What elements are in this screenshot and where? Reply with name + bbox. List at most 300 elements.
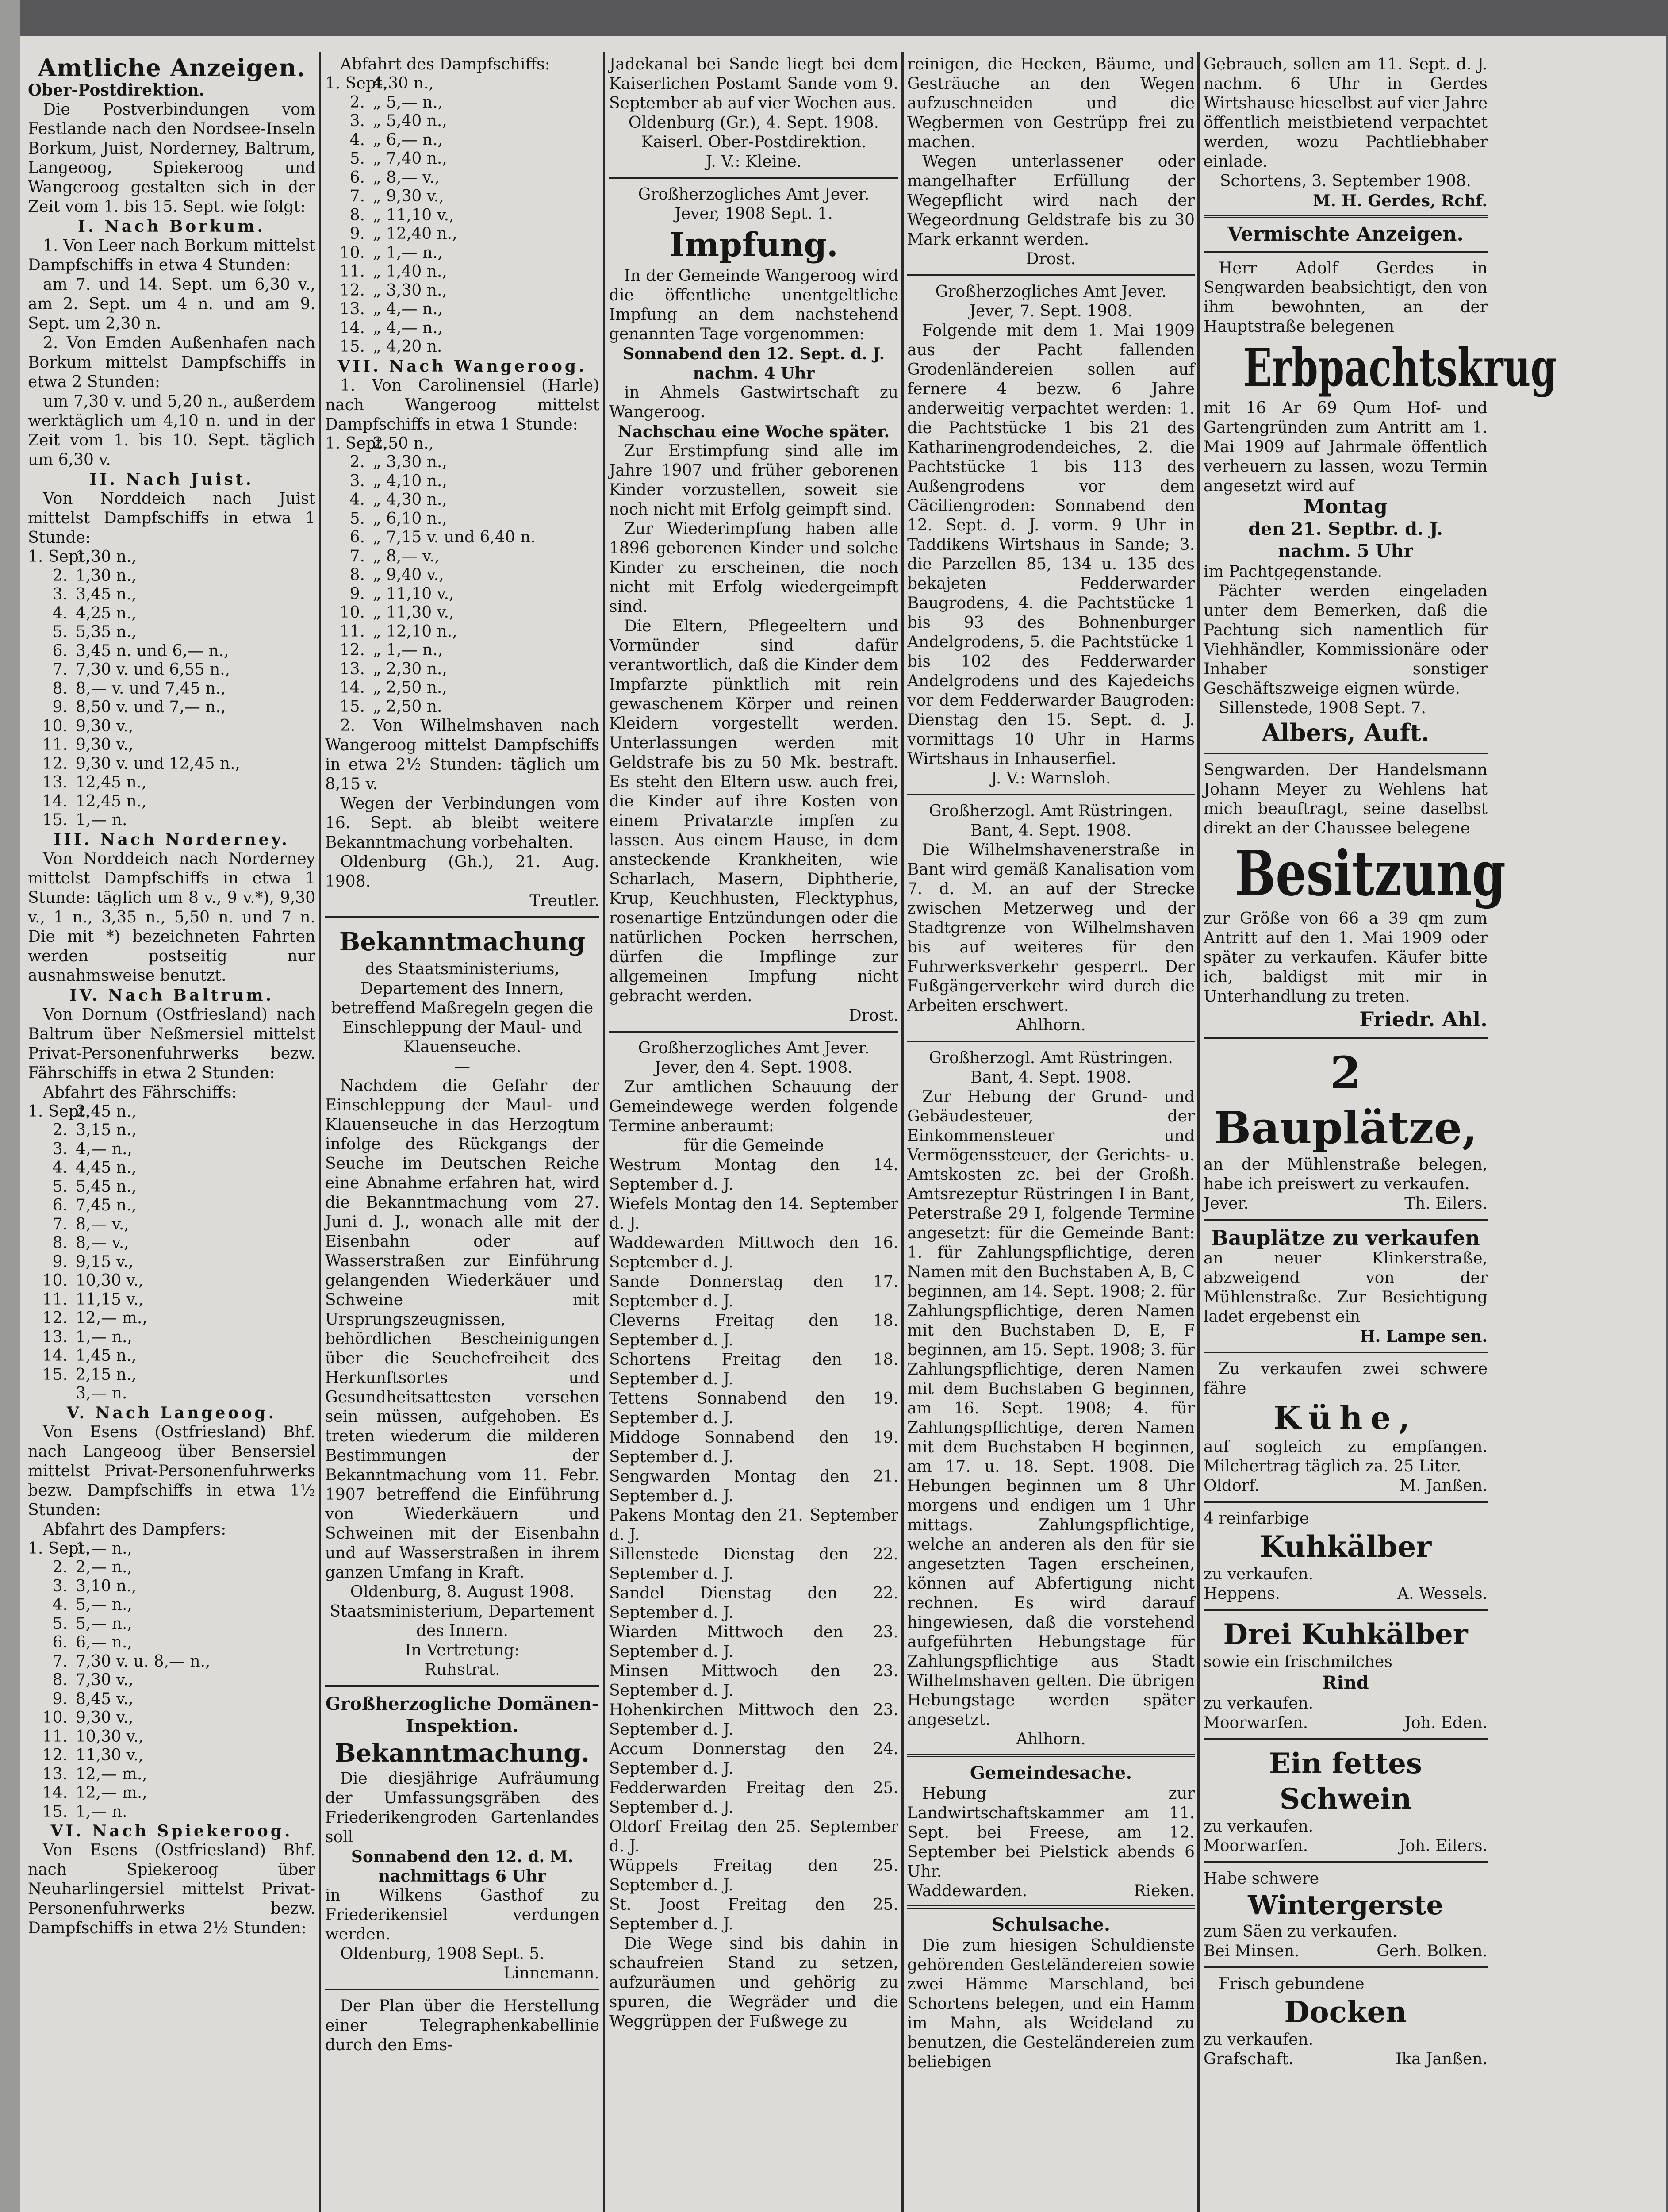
schedule-row: [28, 1690, 315, 1709]
schedule-row: [28, 773, 315, 792]
schedule-time: 9,30 v.,: [76, 1709, 134, 1727]
schedule-time: „ 11,30 v.,: [373, 603, 454, 622]
notice-body: Jadekanal bei Sande liegt bei dem Kaiserlichen Postamt Sande vom 9. September ab auf vier Wochen aus.: [609, 55, 898, 112]
schedule-time: „ 1,— n.,: [373, 243, 443, 262]
column-rule: [603, 52, 605, 2212]
schedule-row: [28, 1577, 315, 1596]
notice-body: Zur Wiederimpfung haben alle 1896 geborenen Kinder und solche Kinder zu erscheinen, die noch nicht mit Erfolg wiedergeimpft sind.: [609, 520, 898, 616]
schedule-time: 4,45 n.,: [76, 1159, 137, 1177]
schedule-row: [325, 169, 599, 188]
divider: [1204, 1966, 1488, 1968]
ad-place: Moorwarfen.: [1204, 1837, 1308, 1855]
schedule-time: 8,50 v. und 7,— n.,: [76, 698, 226, 716]
notice-place: Waddewarden.: [907, 1882, 1028, 1900]
schedule-date: 4.: [52, 604, 68, 622]
schedule-time: 7,30 v. u. 8,— n.,: [76, 1652, 211, 1671]
schedule-date: 12.: [339, 641, 365, 659]
schedule-row: [28, 1709, 315, 1728]
schedule-time: 12,45 n.,: [76, 773, 147, 791]
schedule-time: 9,15 v.,: [76, 1252, 134, 1271]
schedule-time: 2,50 n.,: [373, 434, 434, 453]
schedule-time: 1,— n.: [76, 811, 127, 829]
schedule-row: [325, 244, 599, 263]
schedule-date: 11.: [339, 622, 365, 641]
schedule-row: [325, 225, 599, 244]
schedule-row: [28, 1178, 315, 1197]
schedule-time: „ 8,— v.,: [373, 547, 440, 565]
schedule-time: „ 3,30 n.,: [373, 281, 447, 300]
ad-signature: Albers, Auft.: [1262, 718, 1430, 747]
divider: [325, 1989, 599, 1990]
schedule-time: 12,— m.,: [76, 1765, 147, 1783]
schedule-row: [325, 338, 599, 357]
notice-date: Jever, 7. Sept. 1908.: [969, 302, 1133, 320]
schedule-time: 8,45 v.,: [76, 1690, 134, 1708]
notice-body: in Ahmels Gastwirtschaft zu Wangeroog.: [609, 384, 898, 421]
notice-body: Zur amtlichen Schauung der Gemeindewege werden folgende Termine anberaumt:: [609, 1078, 898, 1135]
schedule-row: [28, 1803, 315, 1822]
section-heading: Vermischte Anzeigen.: [1227, 223, 1464, 246]
schedule-date: 1. Sept.: [28, 1539, 90, 1558]
schedule-row: [28, 567, 315, 586]
schedule-time: „ 4,— n.,: [373, 319, 443, 337]
ad-date: nachm. 5 Uhr: [1278, 541, 1413, 561]
schedule-date: [28, 1384, 73, 1403]
route-text: Von Dornum (Ostfriesland) nach Baltrum über Neßmersiel mittelst Privat-Personenfuhrwerks bezw. Fährschiffs in etwa 2 Stunden:: [28, 1005, 315, 1082]
schedule-date: 10.: [42, 1271, 68, 1290]
schedule-time: „ 7,15 v. und 6,40 n.: [373, 528, 536, 546]
schedule-time: 10,30 v.,: [76, 1727, 144, 1746]
notice-heading: Bekanntmachung: [339, 927, 586, 956]
ad-signature: A. Wessels.: [1397, 1585, 1488, 1603]
notice-name: J. V.: Kleine.: [706, 153, 802, 171]
ad-text: Pächter werden eingeladen unter dem Bemerken, daß die Pachtung sich namentlich für Viehhändler, Kommissionäre oder Inhaber sonstiger Geschäftszweige eignen würde.: [1204, 582, 1488, 698]
schedule-date: 1. Sept.: [28, 1102, 90, 1121]
schedule-row: [28, 1328, 315, 1347]
signature-line: [1204, 1942, 1488, 1961]
schedule-row: [28, 604, 315, 623]
column-5: [1204, 55, 1557, 2069]
notice-place: Oldenburg, 1908 Sept. 5.: [340, 1945, 544, 1963]
schedule-date: 14.: [42, 1784, 68, 1802]
schedule-time: 6,— n.,: [76, 1633, 132, 1651]
notice-body: In der Gemeinde Wangeroog wird die öffentliche unentgeltliche Impfung an dem nachstehend genannten Tage vorgenommen:: [609, 267, 898, 343]
subheading-juist: II. Nach Juist.: [89, 470, 254, 489]
schedule-row: [28, 736, 315, 755]
schedule-date: 15.: [42, 1802, 68, 1821]
schedule-time: 12,— m.,: [76, 1784, 147, 1802]
schedule-time: 7,30 v.,: [76, 1671, 134, 1689]
route-text: Von Norddeich nach Juist mittelst Dampfschiffs in etwa 1 Stunde:: [28, 490, 315, 547]
note-text: Wegen der Verbindungen vom 16. Sept. ab bleibt weitere Bekanntmachung vorbehalten.: [325, 795, 599, 852]
notice-body: Folgende mit dem 1. Mai 1909 aus der Pacht fallenden Grodenländereien sollen auf fernere 4 bezw. 6 Jahre anderweitig verpachtet werden: 1. die Pachtstücke 1 bis 21 des Katharinengrodendeiches, 2. die Pachtstücke 1 bis 113 des Außengrodens vor dem Cäciliengroden: Sonnabend den 12. Sept. d. J. vorm. 9 Uhr in Taddikens Wirtshaus in Sande; 3. die Parzellen 85, 134 u. 135 des bekajeten Fedderwarder Baugrodens, 4. die Pachtstücke 1 bis 93 des Bohnenburger Andelgrodens, 5. die Pachtstücke 1 bis 102 des Fedderwarder Andelgrodens und des Kajedeichs vor dem Fedderwarder Baugroden: Dienstag den 15. Sept. d. J. vormittags 10 Uhr in Harms Wirtshaus in Inhauserfiel.: [907, 322, 1195, 768]
notice-name: Ruhstrat.: [424, 1661, 500, 1679]
schedule-time: 11,30 v.,: [76, 1746, 144, 1764]
schedule-date: 2.: [52, 1121, 68, 1139]
ad-headline: Wintergerste: [1248, 1890, 1443, 1921]
schedule-time: 9,30 v.,: [76, 736, 134, 754]
notice-subheading: für die Gemeinde: [683, 1137, 824, 1155]
column-3: [609, 55, 898, 2032]
ad-text: zur Größe von 66 a 39 qm zum Antritt auf den 1. Mai 1909 oder später zu verkaufen. Käufer bitte ich, baldigst mit mir in Unterhandlung zu treten.: [1204, 910, 1488, 1006]
schedule-date: 15.: [42, 1365, 68, 1384]
ad-headline: Bauplätze zu verkaufen: [1211, 1226, 1480, 1250]
schedule-date: 3.: [52, 1577, 68, 1595]
notice-heading: Gemeindesache.: [970, 1763, 1132, 1783]
schedule-time: 5,— n.,: [76, 1614, 132, 1633]
schedule-time: 1,30 n.,: [76, 548, 137, 566]
schedule-table-langeoog: [28, 1540, 315, 1822]
inspection-date-item: Cleverns Freitag den 18. September d. J.: [609, 1312, 898, 1349]
schedule-date: 14.: [339, 679, 365, 697]
table-caption: Abfahrt des Fährschiffs:: [43, 1083, 237, 1102]
notice-body: Der Plan über die Herstellung einer Telegraphenkabellinie durch den Ems-: [325, 1997, 599, 2054]
schedule-row: [28, 1253, 315, 1272]
route-text: 2. Von Emden Außenhafen nach Borkum mittelst Dampfschiffs in etwa 2 Stunden:: [28, 334, 315, 391]
schedule-row: [28, 1633, 315, 1652]
schedule-date: 9.: [52, 698, 68, 716]
schedule-row: [28, 548, 315, 567]
ad-place: Bei Minsen.: [1204, 1942, 1300, 1960]
notice-date: Sonnabend den 12. Sept. d. J. nachm. 4 Uhr: [622, 345, 885, 383]
schedule-time: 9,30 v.,: [76, 717, 134, 735]
notice-heading: Impfung.: [669, 226, 838, 264]
schedule-row: [28, 1671, 315, 1690]
schedule-row: [28, 623, 315, 642]
notice-name: Drost.: [1026, 250, 1076, 268]
schedule-date: 8.: [52, 1234, 68, 1252]
signature-line: [1204, 1836, 1488, 1856]
schedule-date: 8.: [349, 206, 365, 224]
ad-signature: M. Janßen.: [1400, 1477, 1488, 1495]
inspection-date-item: Fedderwarden Freitag den 25. September d. J.: [609, 1779, 898, 1816]
ad-text: sowie ein frischmilches: [1204, 1653, 1392, 1671]
notice-date: Jever, den 4. Sept. 1908.: [655, 1059, 853, 1077]
route-text: Von Norddeich nach Norderney mittelst Dampfschiffs in etwa 1 Stunde: täglich um 8 v., 9 v.*), 9,30 v., 1 n., 3,35 n., 5,50 n. und 7 n. Die mit *) bezeichneten Fahrten werden postseitig nur ausnahmsweise benutzt.: [28, 849, 315, 985]
schedule-time: 5,— n.,: [76, 1596, 132, 1614]
divider: [1204, 753, 1488, 754]
schedule-row: [28, 642, 315, 661]
ad-text: im Pachtgegenstande.: [1204, 563, 1383, 581]
schedule-time: 1,45 n.,: [76, 1347, 137, 1365]
schedule-date: 5.: [349, 150, 365, 168]
schedule-time: „ 3,30 n.,: [373, 453, 447, 471]
notice-org: Großherzogliches Amt Jever.: [935, 283, 1167, 301]
notice-date: Bant, 4. Sept. 1908.: [970, 1068, 1131, 1087]
schedule-time: 3,— n.: [76, 1384, 127, 1402]
schedule-time: „ 6,10 n.,: [373, 509, 447, 528]
schedule-row: [28, 1234, 315, 1253]
ad-headline: Besitzung: [1235, 837, 1506, 910]
schedule-time: 2,15 n.,: [76, 1365, 137, 1384]
notice-org: Großherzogl. Amt Rüstringen.: [929, 802, 1173, 820]
ad-headline: Erbpachtskrug: [1243, 337, 1557, 398]
schedule-time: 2,45 n.,: [76, 1102, 137, 1121]
notice-body: Gebrauch, sollen am 11. Sept. d. J. nachm. 6 Uhr in Gerdes Wirtshause hieselbst auf vier Jahre öffentlich meistbietend verpachtet werden, wozu Pachtliebhaber einlade.: [1204, 55, 1488, 171]
signature-line: [1204, 1476, 1488, 1496]
route-text: 1. Von Carolinensiel (Harle) nach Wangeroog mittelst Dampfschiffs in etwa 1 Stunde:: [325, 376, 599, 434]
schedule-time: „ 1,— n.,: [373, 641, 443, 659]
subheading-langeoog: V. Nach Langeoog.: [66, 1403, 277, 1422]
ad-headline: 2 Bauplätze,: [1213, 1047, 1478, 1154]
ad-headline: Drei Kuhkälber: [1223, 1618, 1468, 1651]
signature-line: [1204, 1194, 1488, 1214]
divider: [609, 177, 898, 179]
schedule-date: 10.: [42, 717, 68, 735]
notice-body: in Wilkens Gasthof zu Friederikensiel verdungen werden.: [325, 1886, 599, 1943]
schedule-time: 3,15 n.,: [76, 1121, 137, 1139]
ad-signature: H. Lampe sen.: [1360, 1327, 1488, 1346]
schedule-time: „ 8,— v.,: [373, 168, 440, 187]
ad-subheadline: Rind: [1322, 1672, 1369, 1693]
schedule-row: [28, 792, 315, 811]
schedule-row: [325, 74, 599, 93]
ad-place: Moorwarfen.: [1204, 1714, 1308, 1732]
schedule-time: „ 4,30 n.,: [373, 491, 447, 509]
ad-headline: Ein fettes Schwein: [1269, 1747, 1423, 1816]
scan-edge: [0, 0, 20, 2212]
schedule-row: [325, 112, 599, 131]
notice-body: reinigen, die Hecken, Bäume, und Gesträuche an den Wegen aufzuschneiden und die Wegbermen von Gestrüpp frei zu machen.: [907, 55, 1195, 151]
schedule-time: „ 11,10 v.,: [373, 584, 454, 603]
schedule-row: [325, 679, 599, 698]
schedule-date: 12.: [339, 281, 365, 300]
subheading-borkum: I. Nach Borkum.: [78, 217, 265, 236]
schedule-date: 7.: [52, 1652, 68, 1671]
schedule-date: 2.: [349, 453, 365, 471]
ad-text: zu verkaufen.: [1204, 1565, 1314, 1583]
newspaper-page: [20, 36, 1666, 2212]
schedule-date: 6.: [52, 1196, 68, 1214]
schedule-time: 3,45 n.,: [76, 585, 137, 603]
schedule-row: [28, 585, 315, 604]
schedule-time: „ 12,40 n.,: [373, 225, 457, 243]
schedule-time: 3,45 n. und 6,— n.,: [76, 641, 229, 660]
schedule-time: 4,— n.,: [76, 1140, 132, 1158]
schedule-time: „ 4,10 n.,: [373, 472, 447, 490]
divider: [907, 794, 1195, 795]
schedule-row: [325, 491, 599, 510]
schedule-date: 8.: [52, 679, 68, 698]
schedule-row: [28, 661, 315, 680]
inspection-date-item: Tettens Sonnabend den 19. September d. J.: [609, 1390, 898, 1427]
schedule-date: 7.: [52, 661, 68, 679]
ad-text: an der Mühlenstraße belegen, habe ich preiswert zu verkaufen.: [1204, 1156, 1488, 1193]
schedule-date: 13.: [42, 773, 68, 791]
schedule-time: „ 11,10 v.,: [373, 206, 454, 224]
subheading-baltrum: IV. Nach Baltrum.: [69, 986, 274, 1005]
schedule-date: 9.: [349, 225, 365, 243]
schedule-date: 7.: [349, 547, 365, 565]
schedule-table-wangeroog: [325, 434, 599, 717]
divider: [1204, 215, 1488, 218]
inspection-date-item: Waddewarden Mittwoch den 16. September d. J.: [609, 1234, 898, 1271]
divider: [325, 1685, 599, 1687]
schedule-date: 3.: [349, 472, 365, 490]
notice-org-heading: Großherzogliche Domänen-Inspektion.: [325, 1694, 599, 1736]
schedule-row: [325, 319, 599, 338]
schedule-date: 12.: [42, 1309, 68, 1327]
schedule-time: „ 2,50 n.,: [373, 679, 447, 697]
schedule-row: [28, 1596, 315, 1615]
schedule-date: 1. Sept.: [325, 434, 387, 453]
divider: [1204, 251, 1488, 253]
divider: [609, 1031, 898, 1033]
schedule-time: 9,30 v. und 12,45 n.,: [76, 754, 240, 773]
ad-text: Sengwarden. Der Handelsmann Johann Meyer zu Wehlens hat mich beauftragt, seine daselbst direkt an der Chaussee belegene: [1204, 761, 1488, 837]
schedule-row: [325, 434, 599, 453]
schedule-date: 4.: [349, 491, 365, 509]
schedule-row: [28, 1784, 315, 1803]
schedule-row: [28, 1384, 315, 1403]
ad-place: Grafschaft.: [1204, 2050, 1294, 2068]
notice-org: Großherzogliches Amt Jever.: [638, 185, 870, 204]
short-rule: —: [454, 1057, 470, 1075]
ad-place: Sillenstede, 1908 Sept. 7.: [1219, 699, 1426, 717]
schedule-row: [325, 698, 599, 717]
schedule-date: 5.: [52, 623, 68, 641]
notice-heading: Bekanntmachung.: [335, 1739, 590, 1768]
schedule-date: 12.: [42, 754, 68, 773]
schedule-date: 9.: [52, 1252, 68, 1271]
inspection-date-item: Wiefels Montag den 14. September d. J.: [609, 1195, 898, 1233]
schedule-date: 6.: [349, 168, 365, 187]
schedule-date: 13.: [339, 300, 365, 318]
notice-place: Oldenburg (Gr.), 4. Sept. 1908.: [628, 114, 879, 132]
ad-headline: Kühe,: [1273, 1399, 1418, 1436]
schedule-time: „ 7,40 n.,: [373, 150, 447, 168]
ad-date: den 21. Septbr. d. J.: [1248, 518, 1443, 539]
schedule-date: 3.: [52, 1140, 68, 1158]
inspection-date-item: Wiarden Mittwoch den 23. September d. J.: [609, 1623, 898, 1661]
schedule-date: 5.: [52, 1177, 68, 1196]
schedule-date: 11.: [42, 1727, 68, 1746]
signature-place: Oldenburg (Gh.), 21. Aug. 1908.: [325, 853, 599, 891]
table-caption: Abfahrt des Dampfers:: [43, 1520, 226, 1539]
ad-signature: Joh. Eden.: [1404, 1714, 1488, 1732]
schedule-date: 14.: [42, 792, 68, 810]
inspection-date-item: Pakens Montag den 21. September d. J.: [609, 1506, 898, 1544]
notice-name: Drost.: [848, 1006, 898, 1025]
schedule-date: 13.: [42, 1328, 68, 1346]
schedule-time: „ 12,10 n.,: [373, 622, 457, 641]
ad-place: Jever.: [1204, 1194, 1249, 1213]
ad-text: Zu verkaufen zwei schwere fähre: [1204, 1360, 1488, 1398]
inspection-date-item: Schortens Freitag den 18. September d. J.: [609, 1351, 898, 1388]
schedule-time: „ 6,— n.,: [373, 131, 443, 149]
schedule-time: „ 2,50 n.: [373, 697, 442, 716]
schedule-row: [28, 1102, 315, 1121]
inspection-dates-list: [609, 1156, 898, 1934]
ad-date: Montag: [1304, 495, 1388, 518]
schedule-row: [325, 566, 599, 585]
column-4: [907, 55, 1195, 2072]
notice-body: Die Wege sind bis dahin in schaufreien Stand zu setzen, aufzuräumen und gehörig zu spuren, die Wegräder und die Weggrüppen der Fußwege zu: [609, 1935, 898, 2031]
notice-body: Die Wilhelmshavenerstraße in Bant wird gemäß Kanalisation vom 7. d. M. an auf der Strecke zwischen Metzerweg und der Stadtgrenze von Wilhelmshaven bis auf weiteres für den Fuhrwerksverkehr gesperrt. Der Fußgängerverkehr wird durch die Arbeiten erschwert.: [907, 841, 1195, 1015]
schedule-date: 2.: [349, 93, 365, 111]
schedule-row: [325, 603, 599, 622]
schedule-row: [28, 1558, 315, 1577]
schedule-row: [28, 680, 315, 699]
ad-text: mit 16 Ar 69 Qum Hof- und Gartengründen zum Antritt am 1. Mai 1909 auf Jahrmale öffentlich verheuern zu lassen, wozu Termin angesetzt wird auf: [1204, 399, 1488, 495]
schedule-table-spiekeroog: [325, 74, 599, 357]
schedule-date: 10.: [339, 603, 365, 622]
inspection-date-item: Oldorf Freitag den 25. September d. J.: [609, 1818, 898, 1855]
divider: [1204, 1037, 1488, 1039]
divider: [1204, 1501, 1488, 1503]
notice-body: Zur Hebung der Grund- und Gebäudesteuer, der Einkommensteuer und Vermögenssteuer, der Gerichts- u. Amtskosten zc. bei der Großh. Amtsrezeptur Rüstringen I in Bant, Peterstraße 29 I, folgende Termine angesetzt: für die Gemeinde Bant: 1. für Zahlungspflichtige, deren Namen mit den Buchstaben A, B, C beginnen, am 14. Sept. 1908; 2. für Zahlungspflichtige, deren Namen mit den Buchstaben D, E, F beginnen, am 15. Sept. 1908; 3. für Zahlungspflichtige, deren Namen mit dem Buchstaben G beginnen, am 16. Sept. 1908; 4. für Zahlungspflichtige, deren Namen mit dem Buchstaben H beginnen, am 17. u. 18. Sept. 1908. Die Hebungen beginnen um 8 Uhr morgens und endigen um 1 Uhr mittags. Zahlungspflichtige, welche an anderen als den für sie angesetzten Tagen erscheinen, können auf Abfertigung nicht rechnen. Es wird darauf hingewiesen, daß die vorstehend aufgeführten Hebungstage für Zahlungspflichtige aus Stadt Wilhelmshaven gelten. Die übrigen Hebungstage werden später angesetzt.: [907, 1088, 1195, 1729]
schedule-row: [28, 1196, 315, 1215]
route-times: am 7. und 14. Sept. um 6,30 v., am 2. Sept. um 4 n. und am 9. Sept. um 2,30 n.: [28, 276, 315, 333]
schedule-row: [325, 453, 599, 472]
ad-headline: Docken: [1284, 1995, 1407, 2029]
schedule-row: [325, 641, 599, 660]
notice-name: Ahlhorn.: [1016, 1730, 1086, 1748]
notice-body: Die zum hiesigen Schuldienste gehörenden Gesteländereien sowie zwei Hämme Marschland, bei Schortens belegen, und ein Hamm im Mahn, als Weideland zu benutzen, die Gesteländereien zum beliebigen: [907, 1936, 1195, 2071]
schedule-row: [28, 1271, 315, 1290]
notice-date: Bant, 4. Sept. 1908.: [970, 822, 1131, 840]
schedule-row: [28, 717, 315, 736]
table-caption: Abfahrt des Dampfschiffs:: [340, 55, 550, 73]
schedule-time: 8,— v. und 7,45 n.,: [76, 679, 226, 698]
schedule-time: 2,— n.,: [76, 1558, 132, 1576]
schedule-time: 1,— n.: [76, 1802, 127, 1821]
column-rule: [319, 52, 321, 2212]
section-heading: Amtliche Anzeigen.: [38, 54, 306, 82]
schedule-row: [325, 528, 599, 547]
schedule-date: 15.: [339, 697, 365, 716]
schedule-row: [325, 585, 599, 604]
schedule-table-juist: [28, 548, 315, 830]
schedule-row: [325, 131, 599, 150]
divider: [1204, 1352, 1488, 1353]
notice-name: M. H. Gerdes, Rchf.: [1313, 192, 1488, 210]
schedule-row: [28, 1121, 315, 1140]
divider: [1204, 1219, 1488, 1221]
schedule-date: 5.: [349, 509, 365, 528]
schedule-date: 3.: [349, 112, 365, 130]
schedule-time: 12,— m.,: [76, 1309, 147, 1327]
notice-rep: In Vertretung:: [405, 1641, 520, 1659]
schedule-date: 11.: [339, 262, 365, 280]
subheading-wangeroog: VII. Nach Wangeroog.: [337, 357, 587, 376]
schedule-row: [28, 811, 315, 830]
schedule-date: 3.: [52, 585, 68, 603]
divider: [1204, 1609, 1488, 1611]
schedule-row: [28, 1215, 315, 1234]
divider: [1204, 1738, 1488, 1740]
ad-text: zu verkaufen.: [1204, 1817, 1314, 1836]
schedule-date: 9.: [349, 584, 365, 603]
schedule-time: 4,30 n.,: [373, 74, 434, 92]
inspection-date-item: Middoge Sonnabend den 19. September d. J.: [609, 1429, 898, 1466]
column-rule: [1197, 52, 1200, 2212]
schedule-row: [28, 1765, 315, 1784]
schedule-date: 14.: [42, 1347, 68, 1365]
schedule-date: 2.: [52, 566, 68, 585]
inspection-date-item: Sengwarden Montag den 21. September d. J.: [609, 1467, 898, 1505]
schedule-time: „ 5,40 n.,: [373, 112, 447, 130]
schedule-time: „ 2,30 n.,: [373, 660, 447, 678]
ad-text: auf sogleich zu empfangen. Milchertrag täglich za. 25 Liter.: [1204, 1438, 1488, 1475]
divider: [907, 1754, 1195, 1757]
schedule-row: [28, 755, 315, 774]
ad-signature: Friedr. Ahl.: [1359, 1007, 1488, 1031]
route-text: Von Esens (Ostfriesland) Bhf. nach Langeoog über Bensersiel mittelst Privat-Personenfuhrwerks bezw. Dampfschiffs in etwa 1½ Stunden:: [28, 1423, 315, 1519]
schedule-date: 4.: [349, 131, 365, 149]
schedule-time: „ 4,— n.,: [373, 300, 443, 318]
schedule-row: [28, 698, 315, 717]
